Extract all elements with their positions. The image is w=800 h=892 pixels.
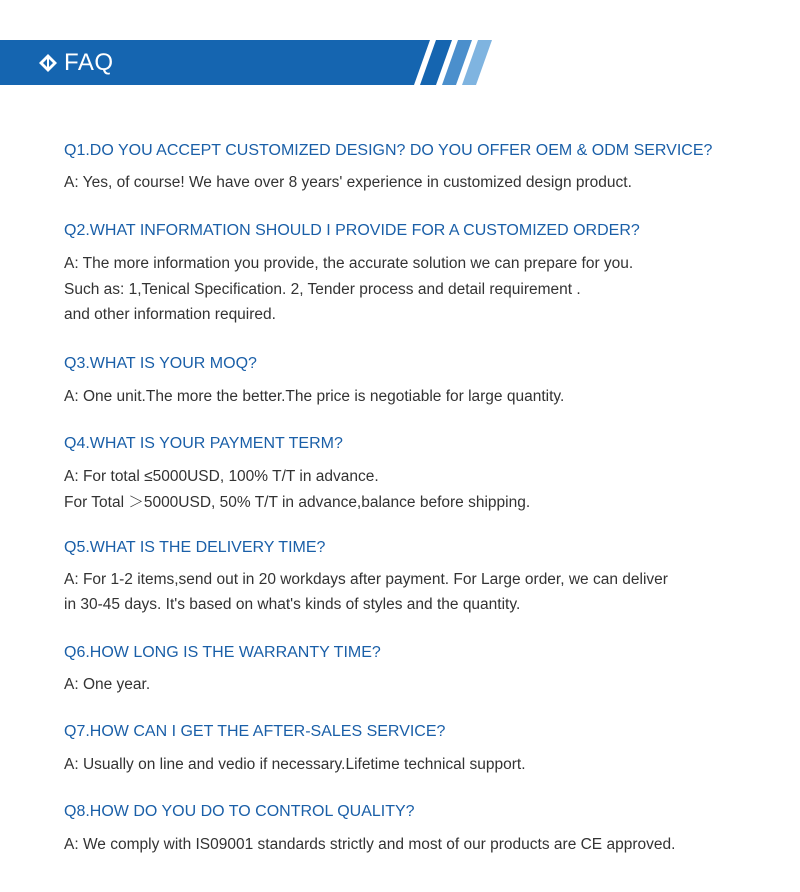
faq-answer-2-line-1: A: The more information you provide, the accurate solution we can prepare for you. [64, 255, 634, 272]
diamond-logo-icon [38, 53, 58, 73]
faq-question-5: Q5.WHAT IS THE DELIVERY TIME? [64, 539, 326, 556]
faq-answer-2-line-2: Such as: 1,Tenical Specification. 2, Tender process and detail requirement . [64, 281, 581, 298]
faq-answer-1: A: Yes, of course! We have over 8 years' experience in customized design product. [64, 174, 632, 191]
page-title: FAQ [64, 49, 114, 76]
faq-answer-3: A: One unit.The more the better.The price is negotiable for large quantity. [64, 388, 565, 405]
faq-answer-6: A: One year. [64, 676, 151, 693]
faq-question-8: Q8.HOW DO YOU DO TO CONTROL QUALITY? [64, 803, 415, 820]
faq-question-2: Q2.WHAT INFORMATION SHOULD I PROVIDE FOR A CUSTOMIZED ORDER? [64, 222, 640, 239]
faq-answer-8: A: We comply with IS09001 standards strictly and most of our products are CE approved. [64, 836, 676, 853]
faq-answer-5-line-2: in 30-45 days. It's based on what's kinds of styles and the quantity. [64, 596, 521, 613]
faq-question-6: Q6.HOW LONG IS THE WARRANTY TIME? [64, 644, 381, 661]
faq-question-1: Q1.DO YOU ACCEPT CUSTOMIZED DESIGN? DO YOU OFFER OEM & ODM SERVICE? [64, 142, 713, 159]
faq-answer-7: A: Usually on line and vedio if necessary.Lifetime technical support. [64, 756, 526, 773]
faq-answer-4-line-1: A: For total ≤5000USD, 100% T/T in advance. [64, 468, 379, 485]
faq-answer-4-line-2: For Total ＞5000USD, 50% T/T in advance,balance before shipping. [64, 494, 531, 511]
faq-answer-2-line-3: and other information required. [64, 306, 276, 323]
faq-question-3: Q3.WHAT IS YOUR MOQ? [64, 355, 257, 372]
faq-answer-5-line-1: A: For 1-2 items,send out in 20 workdays after payment. For Large order, we can deliver [64, 571, 668, 588]
faq-question-4: Q4.WHAT IS YOUR PAYMENT TERM? [64, 435, 343, 452]
faq-question-7: Q7.HOW CAN I GET THE AFTER-SALES SERVICE? [64, 723, 446, 740]
